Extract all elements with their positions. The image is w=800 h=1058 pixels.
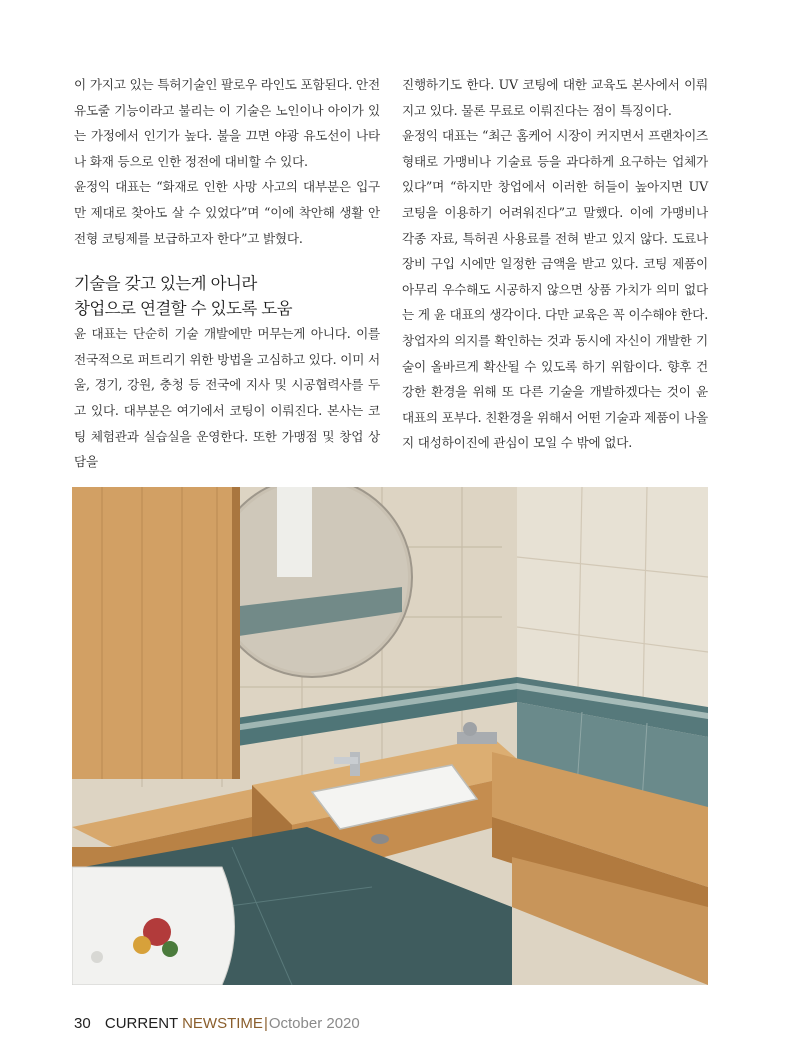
article-paragraph: 진행하기도 한다. UV 코팅에 대한 교육도 본사에서 이뤄지고 있다. 물론 무료로 이뤄진다는 점이 특징이다.	[402, 77, 708, 118]
article-paragraph: 윤 대표는 단순히 기술 개발에만 머무는게 아니다. 이를 전국적으로 퍼트리기 위한 방법을 고심하고 있다. 이미 서울, 경기, 강원, 충청 등 전국에 지사 및 시공협력사를 두고 있다. 대부분은 여기에서 코팅이 이뤄진다. 본사는 코팅 체험관과 실습실을 운영한다. 또한 가맹점 및 창업 상담을	[74, 326, 380, 470]
bathroom-photo	[72, 487, 708, 985]
magazine-name-part2: NEWSTIME	[182, 1015, 263, 1032]
article-column-left	[74, 72, 380, 475]
subheading-line-2: 창업으로 연결할 수 있도록 도움	[74, 299, 292, 319]
bathroom-photo-illustration	[72, 487, 708, 985]
subheading-line-1: 기술을 갖고 있는게 아니라	[74, 274, 257, 294]
article-paragraph: 이 가지고 있는 특허기술인 팔로우 라인도 포함된다. 안전유도줄 기능이라고 불리는 이 기술은 노인이나 아이가 있는 가정에서 인기가 높다. 불을 끄면 야광 유도선이 나타나 화재 등으로 인한 정전에 대비할 수 있다.	[74, 77, 380, 169]
page-number: 30	[74, 1015, 91, 1032]
magazine-name-part1: CURRENT	[104, 1015, 178, 1032]
article-column-right	[402, 72, 708, 456]
article-paragraph: 윤정익 대표는 “화재로 인한 사망 사고의 대부분은 입구만 제대로 찾아도 살 수 있었다”며 “이에 착안해 생활 안전형 코팅제를 보급하고자 한다”고 밝혔다.	[74, 179, 380, 246]
footer-separator: |	[263, 1015, 268, 1032]
page-footer	[74, 1012, 360, 1036]
issue-date: October 2020	[268, 1015, 360, 1032]
section-subheading	[74, 271, 380, 321]
article-paragraph: 윤정익 대표는 “최근 홈케어 시장이 커지면서 프랜차이즈 형태로 가맹비나 기술료 등을 과다하게 요구하는 업체가 있다”며 “하지만 창업에서 이러한 허들이 높아지면 UV 코팅을 이용하기 어려워진다”고 말했다. 이에 가맹비나 각종 자료, 특허권 사용료를 전혀 받고 있지 않다. 도료나 장비 구입 시에만 일정한 금액을 받고 있다. 코팅 제품이 아무리 우수해도 시공하지 않으면 상품 가치가 의미 없다는 게 윤 대표의 생각이다. 다만 교육은 꼭 이수해야 한다. 창업자의 의지를 확인하는 것과 동시에 자신이 개발한 기술이 올바르게 확산될 수 있도록 하기 위함이다. 향후 건강한 환경을 위해 또 다른 기술을 개발하겠다는 것이 윤 대표의 포부다. 친환경을 위해서 어떤 기술과 제품이 나올지 대성하이진에 관심이 모일 수 밖에 없다.	[402, 128, 708, 451]
